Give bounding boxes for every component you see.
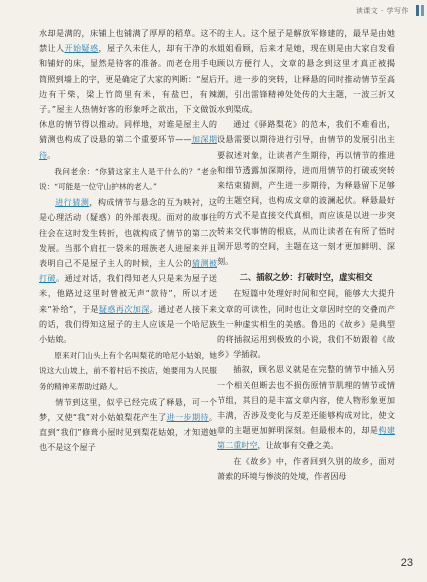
keyword-highlight: 进一步期待 — [166, 412, 209, 423]
paragraph: 水却是满的，床铺上也铺满了厚厚的稻草。这不禁让人开始疑惑，屋子久未住人，却有干净的水和铺好的床，显然是待客的准备。而老仓用手电筒照到墙上的字，更是确定了大家的判断：“屋后边有干柴，梁上竹筒里有米，有盐巴，有辣子。”屋主人热情好客的形象呼之欲出，下文做饭休息的情节得以推动。同样地，对谁是屋主人的猜测也构成了设悬的第二个重要环节——加深期待。 — [39, 28, 217, 160]
keyword-highlight: 开始疑惑 — [64, 43, 99, 54]
keyword-highlight: 构建第二重时空 — [217, 425, 395, 451]
section-label: 读课文 · 学写作 — [355, 7, 409, 15]
paragraph: 的主人。这个屋子是解放军修建的，最早是由她姐姐看顾，后来才是她，现在则是由大家自发看顾以方便行人，文章的悬念到这里才真正被揭开。进一步的突转，让释悬的同时推动情节至高潮，引出雷锋精神处处传的大主题，一波三折又水到渠成。 — [217, 28, 395, 115]
keyword-highlight: 进行猜测 — [55, 197, 90, 208]
page-header — [317, 0, 427, 22]
quotation: 原来对门山头上有个名叫梨花的哈尼小姑娘，她说这大山坡上，前不着村后不挨店，她要用为人民服务的精神来帮助过路人。 — [39, 351, 217, 391]
header-accent-bar — [416, 5, 419, 16]
paragraph: 插叙，顾名思义就是在完整的情节中插入另一个相关但断去也不损伤原情节肌理的情节或情节组，其目的是丰富文章内容，使人物形象更加丰满，否涉及变化与反差还能够构成对比，使文章的主题更加鲜明深刻。但最根本的，却是构建第二重时空，让故事有交叠之美。 — [217, 364, 395, 451]
section-title: 二、插叙之妙：打破时空，虚实相交 — [239, 272, 373, 283]
keyword-highlight: 猜测被打破 — [39, 258, 217, 284]
paragraph: 在短篇中处理好时间和空间，能够大大提升文章的可读性，同时也让文章因时空的交叠而产生一种虚实相生的美感。鲁迅的《故乡》是典型的将插叙运用到极致的小说，我们不妨跟着《故乡》学插叙。 — [217, 288, 395, 360]
keyword-highlight: 加深期待 — [39, 134, 217, 160]
paragraph: 进行猜测，构成情节与悬念的互为映衬，这是心理活动（疑惑）的外部表现。面对的故事往往会在这时发生转折，也就构成了情节的第二次发展。当那个肩扛一袋米的瑶族老人进屋来并且表明自己不是屋子主人的时候，主人公的猜测被打破。通过对话，我们得知老人只是来为屋子送米，他路过这里时曾被无声“款待”，所以才送来“补给”，于是疑惑再次加深。通过老人接下来的话，我们得知这屋子的主人应该是一个哈尼族小姑娘。 — [39, 197, 217, 345]
paragraph: 通过《驿路梨花》的范本，我们不难看出，设悬需要以期待进行引导，由情节的发展引出主要叙述对象，让读者产生期待，再以情节的推进和细节透露加深期待，进而用情节的打破或突转来结束猜测，产生进一步期待，为释悬留下足够的主题空间，也构成文章的波澜起伏。释悬最好的方式不是直接交代真相，而应该是以进一步突转来交代事情的根底，从而让读者在有所了悟时洞开思考的空间，主题在这一刻才更加鲜明、深刻。 — [217, 119, 395, 267]
keyword-highlight: 疑惑再次加深 — [98, 303, 150, 314]
header-accent-bar-light — [421, 5, 424, 16]
paragraph: 情节到这里，似乎已经完成了释悬，可一个梦，又使“我”对小姑娘梨花产生了进一步期待。直到“我们”修葺小屋时见到梨花姑娘，才知道她也不是这个屋子 — [39, 396, 217, 453]
quotation: 我问老余：“你猜这家主人是干什么的？”老余说：“可能是一位守山护林的老人。” — [39, 166, 217, 192]
paragraph: 在《故乡》中，作者回到久别的故乡，面对萧索的环境与惨淡的处境，作者因母 — [217, 455, 395, 481]
page-number: 23 — [400, 557, 413, 569]
right-column — [217, 26, 395, 484]
left-column — [39, 26, 217, 456]
